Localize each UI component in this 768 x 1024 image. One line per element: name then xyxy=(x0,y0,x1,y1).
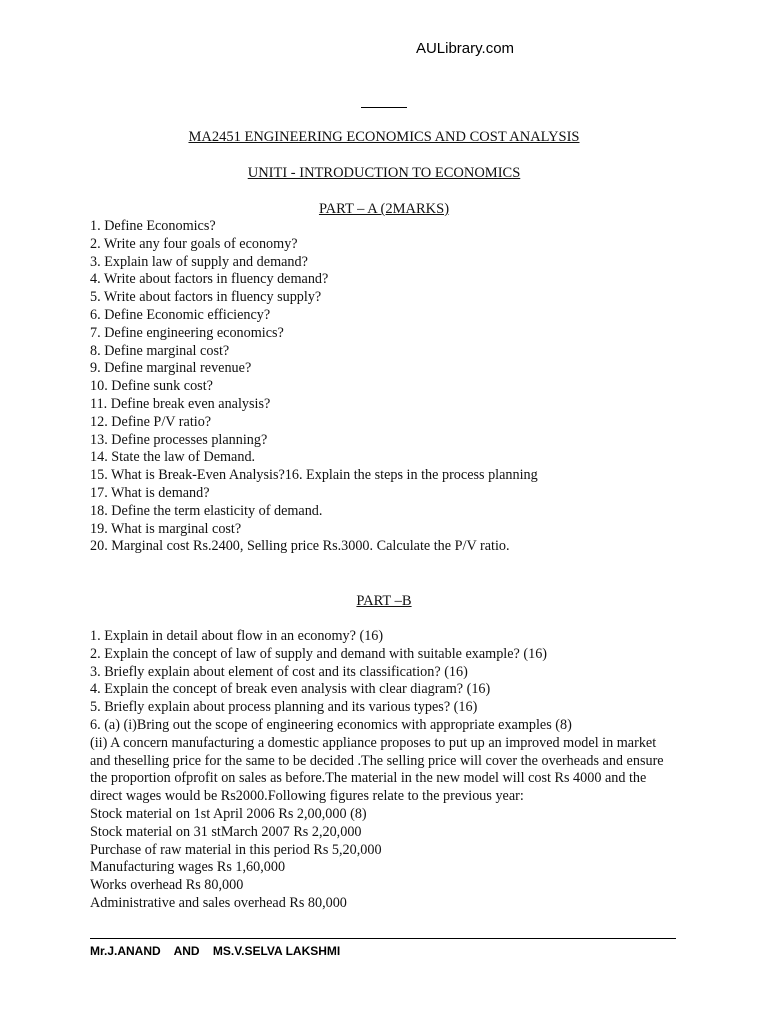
unit-title: UNITI - INTRODUCTION TO ECONOMICS xyxy=(247,165,521,181)
list-item: Purchase of raw material in this period Rs 5,20,000 xyxy=(90,841,382,858)
list-item: 2. Explain the concept of law of supply and demand with suitable example? (16) xyxy=(90,645,548,662)
list-item: Stock material on 31 stMarch 2007 Rs 2,20,000 xyxy=(90,823,362,840)
site-header: AULibrary.com xyxy=(415,40,515,57)
list-item: 1. Explain in detail about flow in an economy? (16) xyxy=(90,628,384,644)
list-item: 14. State the law of Demand. xyxy=(90,449,256,466)
list-item: 9. Define marginal revenue? xyxy=(90,360,252,377)
course-title: MA2451 ENGINEERING ECONOMICS AND COST ANALYSIS xyxy=(188,129,580,145)
part-b-questions xyxy=(90,628,680,913)
header-divider xyxy=(361,107,407,108)
part-b-heading: PART –B xyxy=(356,593,412,609)
list-item: 18. Define the term elasticity of demand. xyxy=(90,502,323,519)
list-item: 5. Write about factors in fluency supply? xyxy=(90,289,322,306)
list-item: 19. What is marginal cost? xyxy=(90,520,242,537)
list-item: 10. Define sunk cost? xyxy=(90,378,213,395)
list-item: Works overhead Rs 80,000 xyxy=(90,877,244,894)
list-item: 2. Write any four goals of economy? xyxy=(90,235,298,252)
list-item: Stock material on 1st April 2006 Rs 2,00,000 (8) xyxy=(90,805,367,822)
list-item: 5. Briefly explain about process planning and its various types? (16) xyxy=(90,699,478,716)
list-item: 17. What is demand? xyxy=(90,484,210,501)
part-a-heading: PART – A (2MARKS) xyxy=(318,201,450,217)
footer-divider xyxy=(90,938,676,939)
list-item: (ii) A concern manufacturing a domestic appliance proposes to put up an improved model in market and theselling price for the same to be decided .The selling price will cover the overheads and ensure the proportion ofprofit on sales as before.The material in the new model will cost Rs 4000 and the direct wages would be Rs2000.Following figures relate to the previous year: xyxy=(90,734,664,805)
list-item: 3. Explain law of supply and demand? xyxy=(90,253,308,270)
footer-authors: Mr.J.ANAND AND MS.V.SELVA LAKSHMI xyxy=(90,944,341,958)
part-a-questions xyxy=(90,218,680,556)
list-item: 1. Define Economics? xyxy=(90,218,216,234)
list-item: 8. Define marginal cost? xyxy=(90,342,230,359)
list-item: 3. Briefly explain about element of cost and its classification? (16) xyxy=(90,663,468,680)
list-item: 6. Define Economic efficiency? xyxy=(90,306,271,323)
list-item: 20. Marginal cost Rs.2400, Selling price Rs.3000. Calculate the P/V ratio. xyxy=(90,538,510,555)
list-item: 15. What is Break-Even Analysis?16. Explain the steps in the process planning xyxy=(90,467,538,484)
list-item: Manufacturing wages Rs 1,60,000 xyxy=(90,859,286,876)
list-item: 4. Explain the concept of break even analysis with clear diagram? (16) xyxy=(90,681,491,698)
list-item: 13. Define processes planning? xyxy=(90,431,268,448)
list-item: 11. Define break even analysis? xyxy=(90,395,271,412)
list-item: 12. Define P/V ratio? xyxy=(90,413,212,430)
list-item: 6. (a) (i)Bring out the scope of engineering economics with appropriate examples (8) xyxy=(90,716,572,733)
list-item: 4. Write about factors in fluency demand? xyxy=(90,271,329,288)
list-item: Administrative and sales overhead Rs 80,000 xyxy=(90,894,347,911)
list-item: 7. Define engineering economics? xyxy=(90,324,284,341)
